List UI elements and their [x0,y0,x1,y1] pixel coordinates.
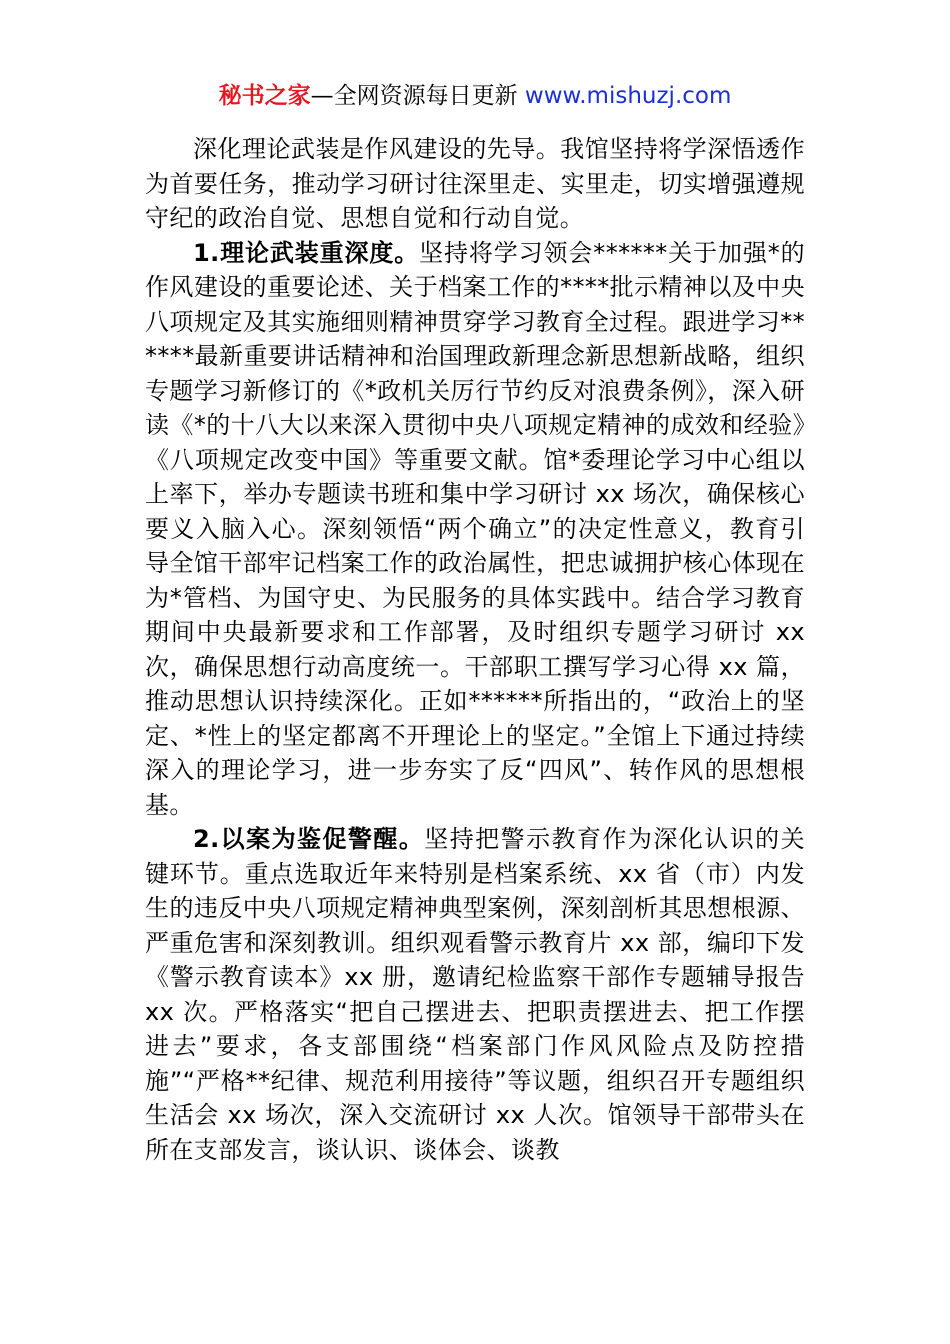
header-slogan: —全网资源每日更新 [310,83,525,109]
warning-paragraph [145,822,805,1167]
paragraph-text: 坚持将学习领会******关于加强*的作风建设的重要论述、关于档案工作的****批示精神以及中央八项规定及其实施细则精神贯穿学习教育全过程。跟进学习******最新重要讲话精神和治国理政新理念新思想新战略，组织专题学习新修订的《*政机关厉行节约反对浪费条例》，深入研读《*的十八大以来深入贯彻中央八项规定精神的成效和经验》《八项规定改变中国》等重要文献。馆*委理论学习中心组以上率下，举办专题读书班和集中学习研讨 xx 场次，确保核心要义入脑入心。深刻领悟“两个确立”的决定性意义，教育引导全馆干部牢记档案工作的政治属性，把忠诚拥护核心体现在为*管档、为国守史、为民服务的具体实践中。结合学习教育期间中央最新要求和工作部署，及时组织专题学习研讨 xx 次，确保思想行动高度统一。干部职工撰写学习心得 xx 篇，推动思想认识持续深化。正如******所指出的，“政治上的坚定、*性上的坚定都离不开理论上的坚定。”全馆上下通过持续深入的理论学习，进一步夯实了反“四风”、转作风的思想根基。 [145,238,805,819]
page-header [0,80,950,112]
theory-paragraph [145,236,805,823]
brand-name: 秘书之家 [218,83,311,109]
paragraph-lead: 1.理论武装重深度。 [193,238,420,267]
intro-paragraph [145,132,805,236]
paragraph-text: 深化理论武装是作风建设的先导。我馆坚持将学深悟透作为首要任务，推动学习研讨往深里走、实里走，切实增强遵规守纪的政治自觉、思想自觉和行动自觉。 [145,135,805,232]
paragraph-lead: 2.以案为鉴促警醒。 [193,825,425,853]
paragraph-text: 坚持把警示教育作为深化认识的关键环节。重点选取近年来特别是档案系统、xx 省（市）内发生的违反中央八项规定精神典型案例，深刻剖析其思想根源、严重危害和深刻教训。组织观看警示教育片 xx 部，编印下发《警示教育读本》xx 册，邀请纪检监察干部作专题辅导报告 xx 次。严格落实“把自己摆进去、把职责摆进去、把工作摆进去”要求，各支部围绕“档案部门作风风险点及防控措施”“严格**纪律、规范利用接待”等议题，组织召开专题组织生活会 xx 场次，深入交流研讨 xx 人次。馆领导干部带头在所在支部发言，谈认识、谈体会、谈教 [145,825,805,1164]
document-body [145,132,805,1167]
site-url[interactable]: www.mishuzj.com [524,83,732,109]
